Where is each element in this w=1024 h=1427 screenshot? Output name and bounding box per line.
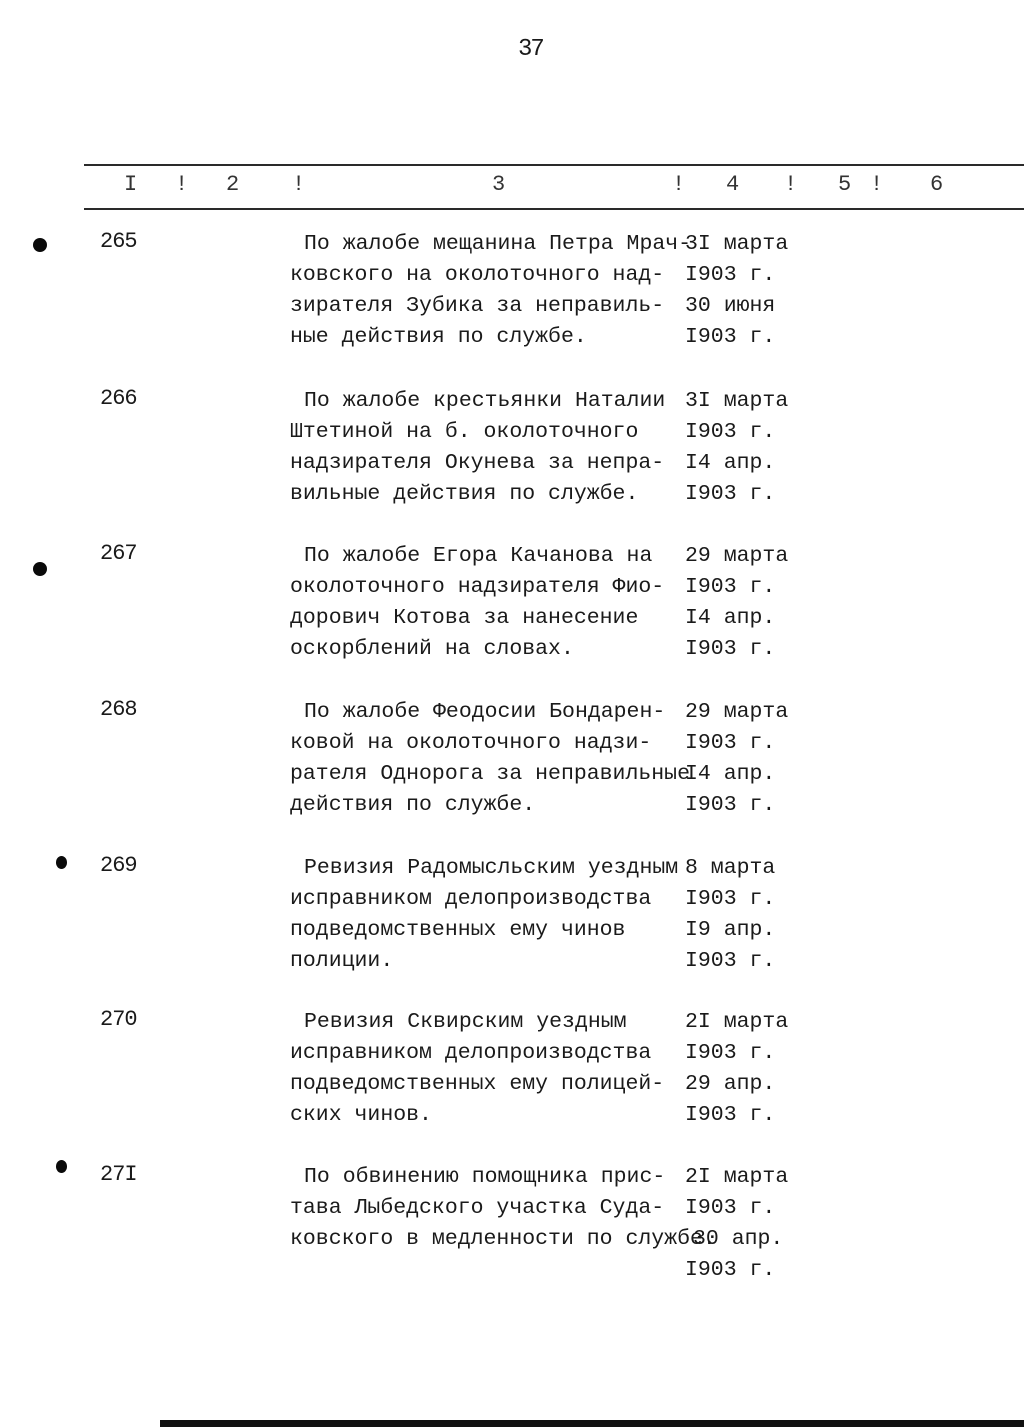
date-line: 30 июня bbox=[685, 294, 776, 318]
description-line: исправником делопроизводства bbox=[290, 887, 652, 911]
date-line: I903 г. bbox=[685, 1103, 776, 1127]
column-separator: ! bbox=[672, 172, 686, 197]
header-rule-top bbox=[84, 164, 1024, 166]
description-line: По обвинению помощника прис- bbox=[304, 1165, 666, 1189]
page-number: 37 bbox=[518, 36, 543, 63]
entry-description bbox=[290, 853, 678, 977]
date-line: 29 марта bbox=[685, 700, 789, 724]
description-line: ные действия по службе. bbox=[290, 325, 587, 349]
date-line: 3I марта bbox=[685, 389, 789, 413]
punch-hole-mark bbox=[56, 856, 67, 869]
entry-dates bbox=[685, 697, 788, 821]
description-line: полиции. bbox=[290, 949, 394, 973]
description-line: ковой на околоточного надзи- bbox=[290, 731, 652, 755]
description-line: рателя Однорога за неправильные bbox=[290, 762, 690, 786]
column-separator: ! bbox=[784, 172, 798, 197]
column-separator: ! bbox=[175, 172, 189, 197]
description-line: Ревизия Радомысльским уездным bbox=[304, 856, 679, 880]
date-line: I903 г. bbox=[685, 263, 776, 287]
date-line: I903 г. bbox=[685, 1258, 776, 1282]
date-line: 3I марта bbox=[685, 232, 789, 256]
column-header-1: I bbox=[124, 172, 138, 197]
date-line: 29 марта bbox=[685, 544, 789, 568]
entry-dates bbox=[685, 853, 775, 977]
date-line: I903 г. bbox=[685, 637, 776, 661]
date-line: I4 апр. bbox=[685, 451, 776, 475]
description-line: подведомственных ему полицей- bbox=[290, 1072, 665, 1096]
entry-dates bbox=[685, 229, 788, 353]
entry-description bbox=[290, 229, 691, 353]
date-line: I903 г. bbox=[685, 793, 776, 817]
date-line: I903 г. bbox=[685, 1041, 776, 1065]
entry-dates bbox=[685, 1007, 788, 1131]
punch-hole-mark bbox=[33, 562, 47, 576]
description-line: подведомственных ему чинов bbox=[290, 918, 626, 942]
date-line: 29 апр. bbox=[685, 1072, 776, 1096]
entry-description bbox=[290, 1162, 716, 1255]
date-line: I903 г. bbox=[685, 1196, 776, 1220]
description-line: околоточного надзирателя Фио- bbox=[290, 575, 665, 599]
description-line: Ревизия Сквирским уездным bbox=[304, 1010, 627, 1034]
description-line: ковского в медленности по службе. bbox=[290, 1227, 716, 1251]
entry-dates bbox=[685, 541, 788, 665]
column-separator: ! bbox=[292, 172, 306, 197]
description-line: действия по службе. bbox=[290, 793, 536, 817]
entry-number: 269 bbox=[100, 853, 137, 878]
entry-description bbox=[290, 541, 664, 665]
entry-dates bbox=[685, 1162, 788, 1286]
punch-hole-mark bbox=[56, 1160, 67, 1173]
date-line: I903 г. bbox=[685, 949, 776, 973]
description-line: дорович Котова за нанесение bbox=[290, 606, 639, 630]
entry-number: 27I bbox=[100, 1162, 137, 1187]
description-line: ских чинов. bbox=[290, 1103, 432, 1127]
description-line: надзирателя Окунева за непра- bbox=[290, 451, 665, 475]
entry-dates bbox=[685, 386, 788, 510]
column-header-5: 5 bbox=[838, 172, 852, 197]
description-line: оскорблений на словах. bbox=[290, 637, 574, 661]
date-line: I9 апр. bbox=[685, 918, 776, 942]
date-line: I4 апр. bbox=[685, 762, 776, 786]
column-separator: ! bbox=[870, 172, 884, 197]
description-line: По жалобе крестьянки Наталии bbox=[304, 389, 666, 413]
description-line: вильные действия по службе. bbox=[290, 482, 639, 506]
description-line: исправником делопроизводства bbox=[290, 1041, 652, 1065]
date-line: 8 марта bbox=[685, 856, 776, 880]
column-header-3: 3 bbox=[492, 172, 506, 197]
description-line: тава Лыбедского участка Суда- bbox=[290, 1196, 665, 1220]
description-line: ковского на околоточного над- bbox=[290, 263, 665, 287]
date-line: I903 г. bbox=[685, 482, 776, 506]
date-line: I903 г. bbox=[685, 325, 776, 349]
description-line: зирателя Зубика за неправиль- bbox=[290, 294, 665, 318]
date-line: I903 г. bbox=[685, 575, 776, 599]
description-line: По жалобе мещанина Петра Мрач- bbox=[304, 232, 692, 256]
punch-hole-mark bbox=[33, 238, 47, 252]
date-line: 2I марта bbox=[685, 1165, 789, 1189]
description-line: Штетиной на б. околоточного bbox=[290, 420, 639, 444]
description-line: По жалобе Егора Качанова на bbox=[304, 544, 653, 568]
date-line: I4 апр. bbox=[685, 606, 776, 630]
date-line: 2I марта bbox=[685, 1010, 789, 1034]
entry-description bbox=[290, 386, 665, 510]
entry-number: 265 bbox=[100, 229, 137, 254]
header-rule-bottom bbox=[84, 208, 1024, 210]
column-header-4: 4 bbox=[726, 172, 740, 197]
entry-number: 266 bbox=[100, 386, 137, 411]
entry-description bbox=[290, 697, 690, 821]
entry-description bbox=[290, 1007, 664, 1131]
column-header-2: 2 bbox=[226, 172, 240, 197]
date-line: I903 г. bbox=[685, 420, 776, 444]
date-line: I903 г. bbox=[685, 887, 776, 911]
entry-number: 267 bbox=[100, 541, 137, 566]
date-line: 30 апр. bbox=[693, 1227, 784, 1251]
scan-bottom-edge bbox=[160, 1420, 1024, 1427]
column-header-6: 6 bbox=[930, 172, 944, 197]
date-line: I903 г. bbox=[685, 731, 776, 755]
description-line: По жалобе Феодосии Бондарен- bbox=[304, 700, 666, 724]
entry-number: 268 bbox=[100, 697, 137, 722]
entry-number: 270 bbox=[100, 1007, 137, 1032]
